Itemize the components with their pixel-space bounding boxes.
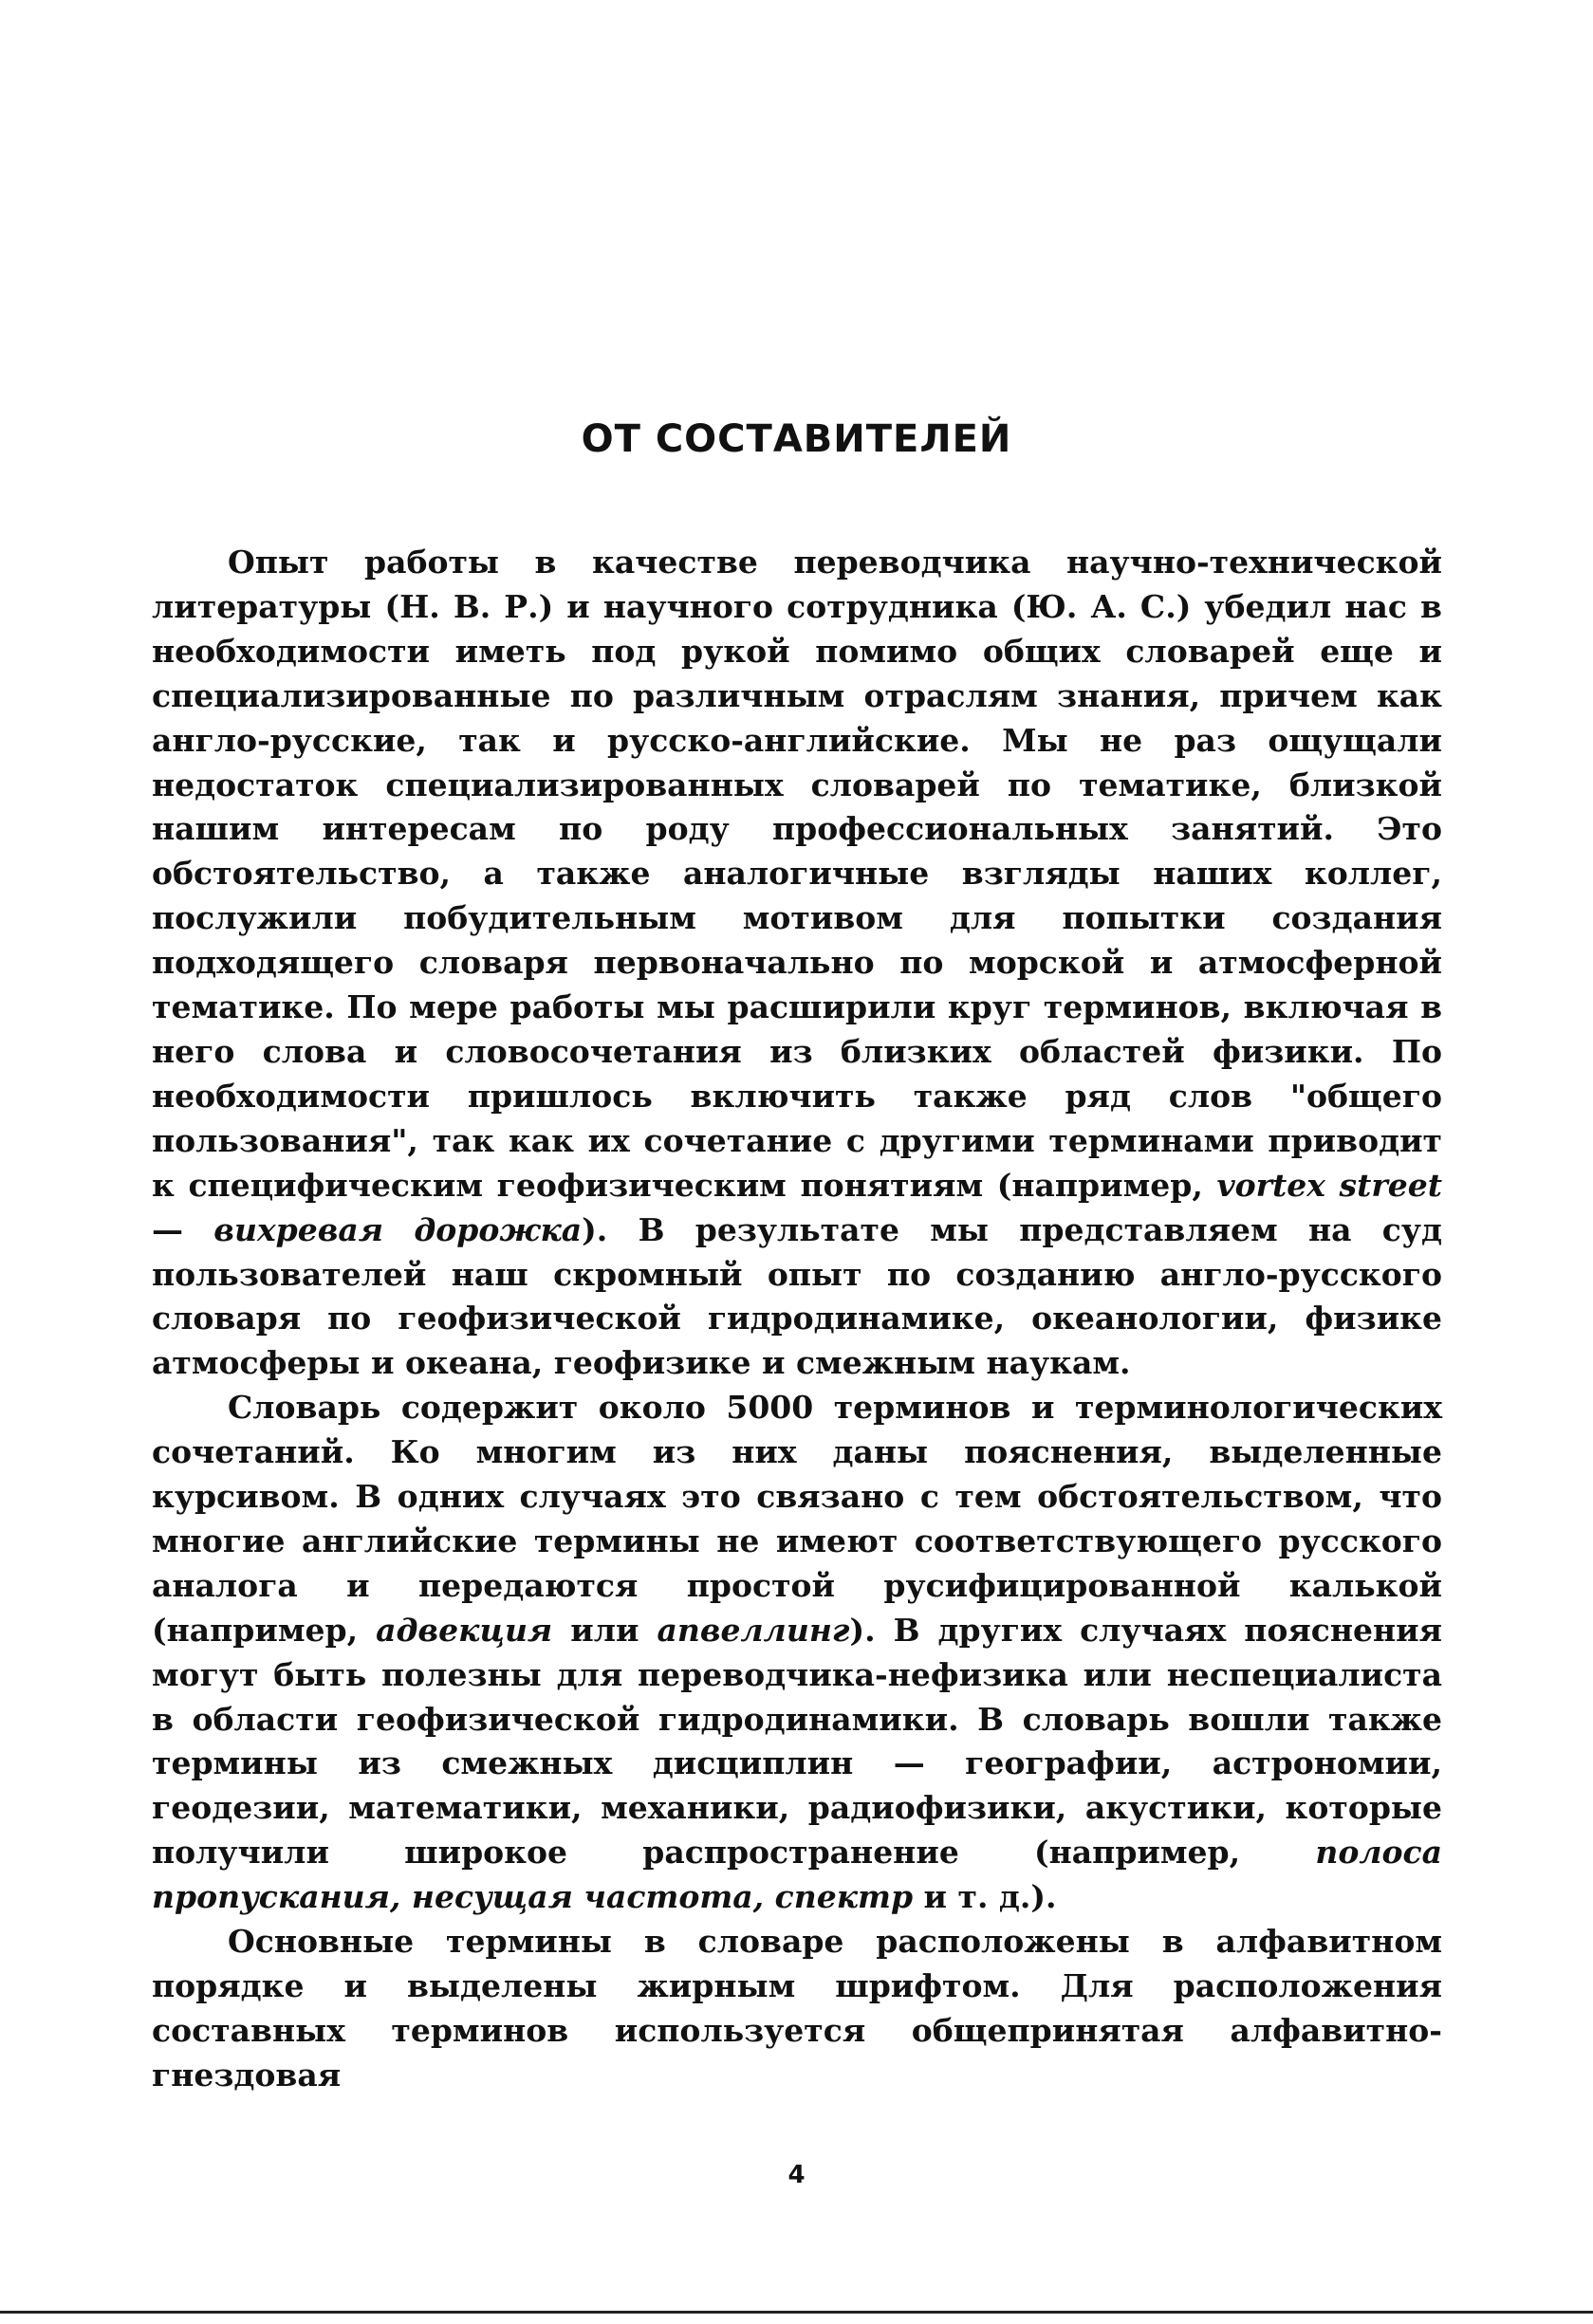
paragraph-2-joiner: или [552,1611,658,1649]
example-vortex-street-translation: вихревая дорожка [213,1210,583,1248]
example-terms: полоса пропускания, несущая частота, спектр [152,1834,1442,1916]
paragraph-1-dash: — [152,1210,214,1248]
page-title: ОТ СОСТАВИТЕЛЕЙ [581,417,1012,461]
paragraph-1 [152,541,1442,1386]
example-vortex-street: vortex street [1216,1166,1442,1204]
example-advection: адвекция [376,1611,553,1649]
paragraph-2-text-after: и т. д.). [913,1878,1057,1916]
paragraph-2-text-middle: ). В других случаях пояснения могут быть полезны для переводчика-нефизика или неспециалиста в области геофизической гидродинамики. В словарь вошли также термины из смежных дисциплин — географии, астрономии, геодезии, математики, механики, радиофизики, акустики, которые получили широкое распространение (например, [152,1611,1442,1872]
paragraph-2 [152,1386,1442,1920]
body-text [152,541,1442,2098]
paragraph-1-text-before: Опыт работы в качестве переводчика научно-технической литературы (Н. В. Р.) и научного сотрудника (Ю. А. С.) убедил нас в необходимости иметь под рукой помимо общих словарей еще и специализированные по различным отраслям знания, причем как англо-русские, так и русско-английские. Мы не раз ощущали недостаток специализированных словарей по тематике, близкой нашим интересам по роду профессиональных занятий. Это обстоятельство, а также аналогичные взгляды наших коллег, послужили побудительным мотивом для попытки создания подходящего словаря первоначально по морской и атмосферной тематике. По мере работы мы расширили круг терминов, включая в него слова и словосочетания из близких областей физики. По необходимости пришлось включить также ряд слов "общего пользования", так как их сочетание с другими терминами приводит к специфическим геофизическим понятиям (например, [152,544,1442,1204]
example-upwelling: апвеллинг [657,1611,850,1649]
page-number: 4 [787,2161,806,2189]
paragraph-1-text-after: ). В результате мы представляем на суд пользователей наш скромный опыт по созданию англо-русского словаря по геофизической гидродинамике, океанологии, физике атмосферы и океана, геофизике и смежным наукам. [152,1210,1442,1382]
paragraph-3-text: Основные термины в словаре расположены в алфавитном порядке и выделены жирным шрифтом. Для расположения составных терминов используется общепринятая алфавитно-гнездовая [152,1923,1442,2093]
bottom-divider [0,2311,1593,2314]
paragraph-3 [152,1920,1442,2098]
paragraph-2-text-before: Словарь содержит около 5000 терминов и терминологических сочетаний. Ко многим из них даны пояснения, выделенные курсивом. В одних случаях это связано с тем обстоятельством, что многие английские термины не имеют соответствующего русского аналога и передаются простой русифицированной калькой (например, [152,1389,1442,1649]
